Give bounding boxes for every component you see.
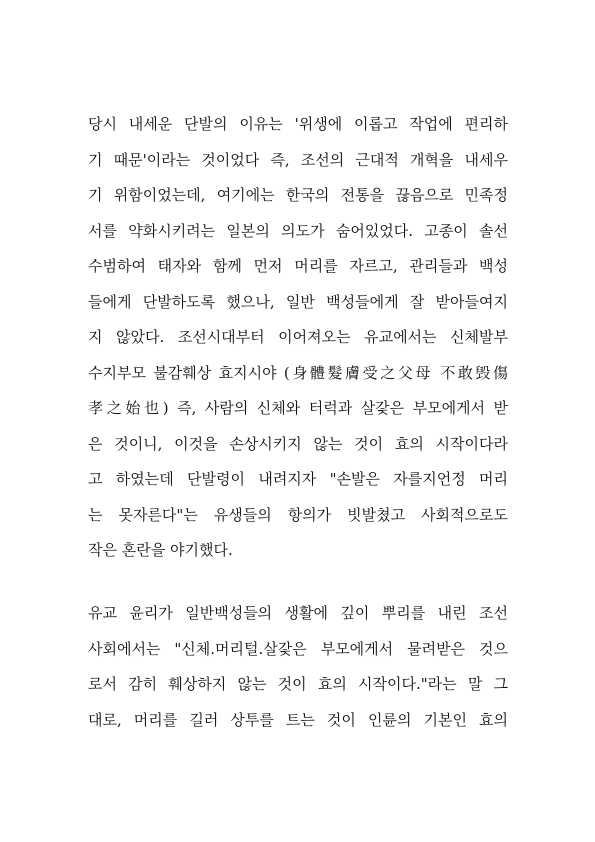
paragraph-line: 고 하였는데 단발령이 내려지자 "손발은 자를지언정 머리 <box>88 470 508 488</box>
paragraph-line: 대로, 머리를 길러 상투를 트는 것이 인륜의 기본인 효의 <box>88 710 508 729</box>
paragraph-line: 기 위함이었는데, 여기에는 한국의 전통을 끊음으로 민족정 <box>88 186 508 204</box>
paragraph-2 <box>88 596 508 738</box>
paragraph-line: 작은 혼란을 야기했다. <box>88 541 233 559</box>
paragraph-line: 기 때문'이라는 것이었다 즉, 조선의 근대적 개혁을 내세우 <box>88 150 508 169</box>
paragraph-line: 유교 윤리가 일반백성들의 생활에 깊이 뿌리를 내린 조선 <box>88 604 508 622</box>
paragraph-line: 서를 약화시키려는 일본의 의도가 숨어있었다. 고종이 솔선 <box>88 221 508 240</box>
paragraph-line: 사회에서는 "신체.머리털.살갗은 부모에게서 물려받은 것으 <box>88 639 508 658</box>
paragraph-line: 은 것이니, 이것을 손상시키지 않는 것이 효의 시작이다라 <box>88 434 508 453</box>
paragraph-line: 들에게 단발하도록 했으나, 일반 백성들에게 잘 받아들여지 <box>88 292 508 311</box>
paragraph-line: 당시 내세운 단발의 이유는 '위생에 이롭고 작업에 편리하 <box>88 115 508 133</box>
paragraph-line: 孝之始也) 즉, 사람의 신체와 터럭과 살갗은 부모에게서 받 <box>88 399 508 417</box>
paragraph-line: 는 못자른다"는 유생들의 항의가 빗발쳤고 사회적으로도 <box>88 505 508 524</box>
paragraph-1 <box>88 107 508 569</box>
paragraph-line: 로서 감히 훼상하지 않는 것이 효의 시작이다."라는 말 그 <box>88 675 508 693</box>
paragraph-line: 수범하여 태자와 함께 먼저 머리를 자르고, 관리들과 백성 <box>88 257 508 275</box>
paragraph-line: 수지부모 불감훼상 효지시야 (身體髮膚受之父母 不敢毁傷 <box>88 363 508 382</box>
paragraph-line: 지 않았다. 조선시대부터 이어져오는 유교에서는 신체발부 <box>88 328 508 346</box>
